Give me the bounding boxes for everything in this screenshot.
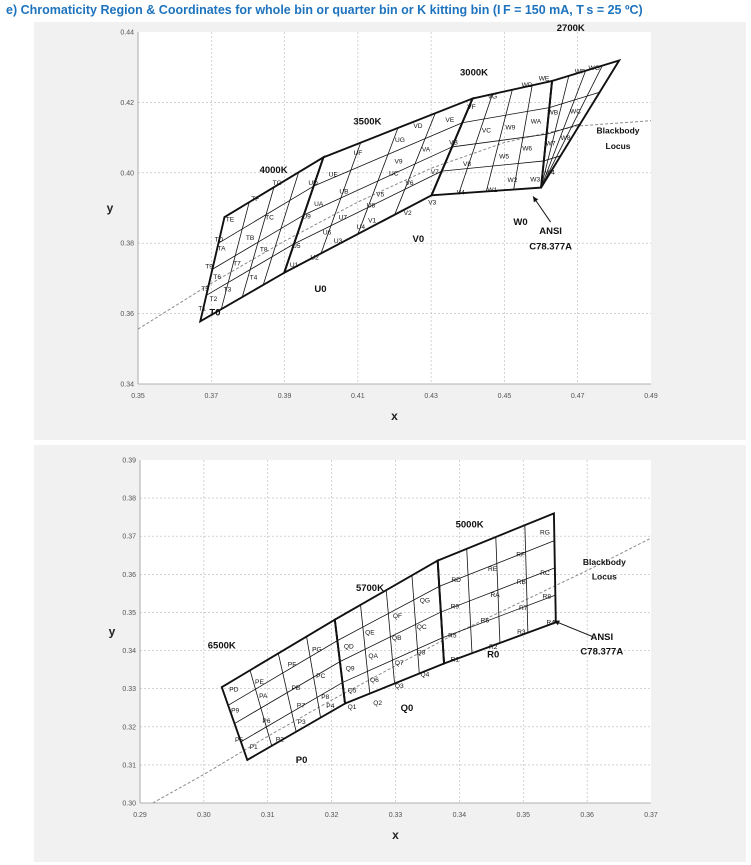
bin-code-label: V8 — [463, 160, 472, 168]
bin-code-label: T8 — [259, 246, 268, 254]
chart-panel-warm — [34, 22, 746, 440]
bin-code-label: Q5 — [347, 687, 357, 695]
bin-code-label: Q1 — [347, 704, 357, 712]
bin-code-label: WE — [538, 75, 550, 83]
y-tick-label: 0.37 — [122, 533, 136, 541]
bin-code-label: QC — [416, 623, 427, 631]
bin-code-label: V7 — [430, 168, 439, 176]
y-tick-label: 0.40 — [120, 170, 134, 178]
x-tick-label: 0.37 — [204, 393, 219, 400]
bin-code-label: VG — [487, 93, 498, 101]
chart-annotation: 2700K — [556, 22, 585, 34]
bin-code-label: W7 — [545, 140, 556, 148]
bin-code-label: PF — [287, 661, 297, 669]
x-tick-label: 0.33 — [388, 812, 403, 819]
bin-code-label: UC — [389, 170, 399, 178]
x-tick-label: 0.37 — [644, 812, 658, 819]
plot-area — [140, 460, 651, 803]
plot-area — [138, 32, 651, 384]
y-tick-label: 0.42 — [120, 99, 134, 107]
bin-code-label: TB — [245, 235, 255, 243]
bin-code-label: U9 — [302, 213, 311, 221]
x-tick-label: 0.35 — [516, 812, 531, 819]
bin-code-label: P9 — [231, 707, 240, 715]
bin-code-label: PD — [229, 686, 239, 694]
bin-code-label: T4 — [249, 274, 258, 282]
bin-code-label: PB — [291, 685, 301, 693]
y-tick-label: 0.36 — [120, 311, 134, 319]
bin-code-label: UG — [395, 137, 405, 145]
chart-annotation: ANSI — [590, 631, 614, 643]
bin-code-label: UE — [328, 171, 338, 179]
bin-code-label: T2 — [209, 295, 218, 303]
bin-code-label: P4 — [326, 703, 335, 711]
x-tick-label: 0.35 — [131, 393, 145, 400]
bin-code-label: TE — [225, 216, 235, 224]
bin-code-label: V4 — [456, 189, 465, 197]
chart-annotation: Blackbody — [582, 556, 626, 567]
bin-code-label: T7 — [233, 260, 241, 268]
x-tick-label: 0.34 — [452, 812, 467, 819]
bin-code-label: P1 — [249, 743, 258, 751]
chart-annotation: 4000K — [259, 164, 288, 176]
bin-code-label: W2 — [507, 176, 518, 184]
bin-code-label: R9 — [450, 603, 460, 611]
bin-code-label: RD — [451, 576, 461, 584]
y-axis-label: y — [106, 201, 114, 215]
bin-code-label: VD — [413, 123, 423, 131]
bin-code-label: UB — [339, 188, 349, 196]
bin-code-label: R5 — [448, 632, 457, 640]
bin-code-label: V6 — [405, 179, 414, 187]
bin-code-label: U6 — [322, 229, 332, 237]
chart-annotation: W0 — [513, 217, 528, 229]
bin-code-label: TA — [217, 245, 226, 253]
bin-code-label: U7 — [338, 214, 348, 222]
x-axis-label: x — [392, 828, 399, 842]
bin-code-label: P2 — [275, 736, 284, 744]
bin-code-label: Q7 — [394, 660, 404, 668]
chart-panel-cool — [34, 445, 746, 862]
y-tick-label: 0.31 — [122, 762, 136, 770]
bin-code-label: T9 — [205, 263, 213, 271]
x-tick-label: 0.43 — [424, 393, 438, 400]
bin-code-label: UA — [314, 200, 324, 208]
bin-code-label: V1 — [368, 217, 377, 225]
bin-code-label: U3 — [333, 238, 343, 246]
bin-code-label: P7 — [296, 702, 306, 710]
y-tick-label: 0.30 — [122, 800, 136, 808]
bin-code-label: Q9 — [345, 665, 355, 673]
chart-annotation: Locus — [591, 571, 617, 582]
chart-annotation: U0 — [314, 284, 327, 296]
chart-annotation: P0 — [295, 754, 308, 766]
bin-code-label: WD — [521, 81, 533, 89]
bin-code-label: UD — [308, 179, 318, 187]
section-heading: e) Chromaticity Region & Coordinates for whole bin or quarter bin or K kitting bin (I F = 150 mA, T s = 25 ºC) — [6, 3, 643, 17]
bin-code-label: TF — [251, 195, 260, 203]
bin-code-label: U1 — [289, 262, 299, 270]
y-tick-label: 0.32 — [122, 724, 136, 732]
bin-code-label: RF — [516, 551, 526, 559]
bin-code-label: TG — [272, 180, 282, 188]
bin-code-label: P3 — [297, 719, 306, 727]
chart-annotation: R0 — [487, 649, 500, 661]
bin-code-label: W8 — [560, 135, 571, 143]
bin-code-label: Q6 — [370, 676, 379, 684]
x-tick-label: 0.45 — [497, 393, 512, 400]
bin-code-label: QD — [343, 643, 354, 651]
bin-code-label: U2 — [310, 254, 319, 262]
x-axis-label: x — [391, 409, 398, 423]
x-tick-label: 0.30 — [197, 812, 211, 819]
bin-code-label: W6 — [522, 145, 533, 153]
y-tick-label: 0.39 — [122, 457, 136, 465]
bin-code-label: TD — [214, 236, 224, 244]
y-tick-label: 0.38 — [122, 495, 136, 503]
bin-code-label: W1 — [487, 186, 498, 194]
chart-annotation: T0 — [209, 307, 221, 319]
bin-code-label: V3 — [428, 199, 437, 207]
bin-code-label: P6 — [262, 717, 271, 725]
bin-code-label: U8 — [366, 202, 376, 210]
bin-code-label: RG — [540, 529, 550, 537]
y-tick-label: 0.44 — [120, 29, 134, 37]
y-tick-label: 0.38 — [120, 240, 134, 248]
chart-annotation: 3500K — [353, 116, 382, 128]
x-tick-label: 0.49 — [644, 393, 658, 400]
bin-code-label: RB — [516, 579, 526, 587]
bin-code-label: Q2 — [373, 700, 383, 708]
bin-code-label: Q8 — [416, 649, 426, 657]
bin-code-label: PC — [316, 672, 326, 680]
bin-code-label: R2 — [489, 644, 498, 652]
bin-code-label: QA — [368, 653, 378, 661]
chromaticity-chart-warm — [34, 22, 746, 440]
bin-code-label: RC — [540, 570, 550, 578]
chart-annotation: Blackbody — [596, 125, 640, 136]
bin-code-label: UF — [353, 150, 363, 158]
bin-code-label: P8 — [321, 693, 330, 701]
bin-code-label: VA — [421, 146, 431, 154]
y-axis-label: y — [108, 624, 116, 639]
x-tick-label: 0.39 — [277, 393, 292, 400]
bin-code-label: WA — [530, 118, 542, 126]
bin-code-label: T5 — [201, 286, 209, 294]
bin-code-label: TC — [265, 214, 274, 222]
bin-code-label: WB — [547, 109, 559, 117]
bin-code-label: WF — [574, 68, 586, 76]
bin-code-label: WC — [570, 108, 582, 116]
bin-code-label: U4 — [356, 224, 366, 232]
y-tick-label: 0.34 — [122, 648, 136, 656]
bin-code-label: RA — [490, 592, 500, 600]
bin-code-label: R3 — [517, 629, 526, 637]
bin-code-label: QG — [419, 597, 431, 605]
bin-code-label: WG — [588, 65, 600, 73]
bin-code-label: VC — [481, 127, 492, 135]
chart-annotation: 3000K — [460, 67, 489, 79]
chart-annotation: V0 — [412, 234, 425, 246]
chart-annotation: 5700K — [355, 583, 384, 595]
x-tick-label: 0.31 — [260, 812, 275, 819]
bin-code-label: W5 — [499, 153, 510, 161]
x-tick-label: 0.29 — [133, 812, 147, 819]
chromaticity-chart-cool — [34, 445, 746, 862]
bin-code-label: V9 — [394, 158, 403, 166]
bin-code-label: QE — [365, 629, 375, 637]
bin-code-label: Q4 — [420, 671, 430, 679]
bin-code-label: W3 — [530, 176, 541, 184]
bin-code-label: W4 — [544, 169, 555, 177]
bin-code-label: PA — [259, 693, 268, 701]
x-tick-label: 0.47 — [570, 393, 585, 400]
bin-code-label: VE — [445, 116, 455, 124]
chart-annotation: 6500K — [207, 640, 236, 652]
chart-annotation: C78.377A — [529, 241, 572, 253]
bin-code-label: P5 — [234, 737, 244, 745]
bin-code-label: PG — [312, 646, 322, 654]
bin-code-label: T3 — [223, 286, 232, 294]
x-tick-label: 0.32 — [324, 812, 339, 819]
x-tick-label: 0.41 — [351, 393, 365, 400]
bin-code-label: VF — [467, 104, 476, 112]
bin-code-label: T6 — [213, 273, 222, 281]
bin-code-label: R6 — [480, 617, 490, 625]
bin-code-label: W9 — [505, 124, 516, 132]
bin-code-label: RE — [488, 565, 498, 573]
bin-code-label: QF — [392, 613, 403, 621]
bin-code-label: R4 — [546, 619, 555, 627]
bin-code-label: V2 — [403, 210, 412, 218]
y-tick-label: 0.33 — [122, 686, 136, 694]
y-tick-label: 0.36 — [122, 571, 136, 579]
bin-code-label: U5 — [292, 242, 301, 250]
bin-code-label: R1 — [450, 656, 460, 664]
chart-annotation: Locus — [605, 140, 631, 151]
chart-annotation: ANSI — [539, 226, 562, 238]
bin-code-label: VB — [449, 139, 458, 147]
bin-code-label: Q3 — [394, 682, 404, 690]
chart-annotation: C78.377A — [580, 646, 624, 658]
bin-code-label: R7 — [519, 605, 528, 613]
y-tick-label: 0.35 — [122, 609, 136, 617]
bin-code-label: R8 — [542, 593, 552, 601]
chart-annotation: 5000K — [455, 519, 484, 531]
bin-code-label: QB — [392, 634, 402, 642]
y-tick-label: 0.34 — [120, 381, 134, 389]
x-tick-label: 0.36 — [580, 812, 594, 819]
bin-code-label: PE — [255, 679, 264, 687]
bin-code-label: T1 — [198, 305, 206, 313]
chart-annotation: Q0 — [400, 702, 414, 714]
bin-code-label: V5 — [376, 191, 385, 199]
